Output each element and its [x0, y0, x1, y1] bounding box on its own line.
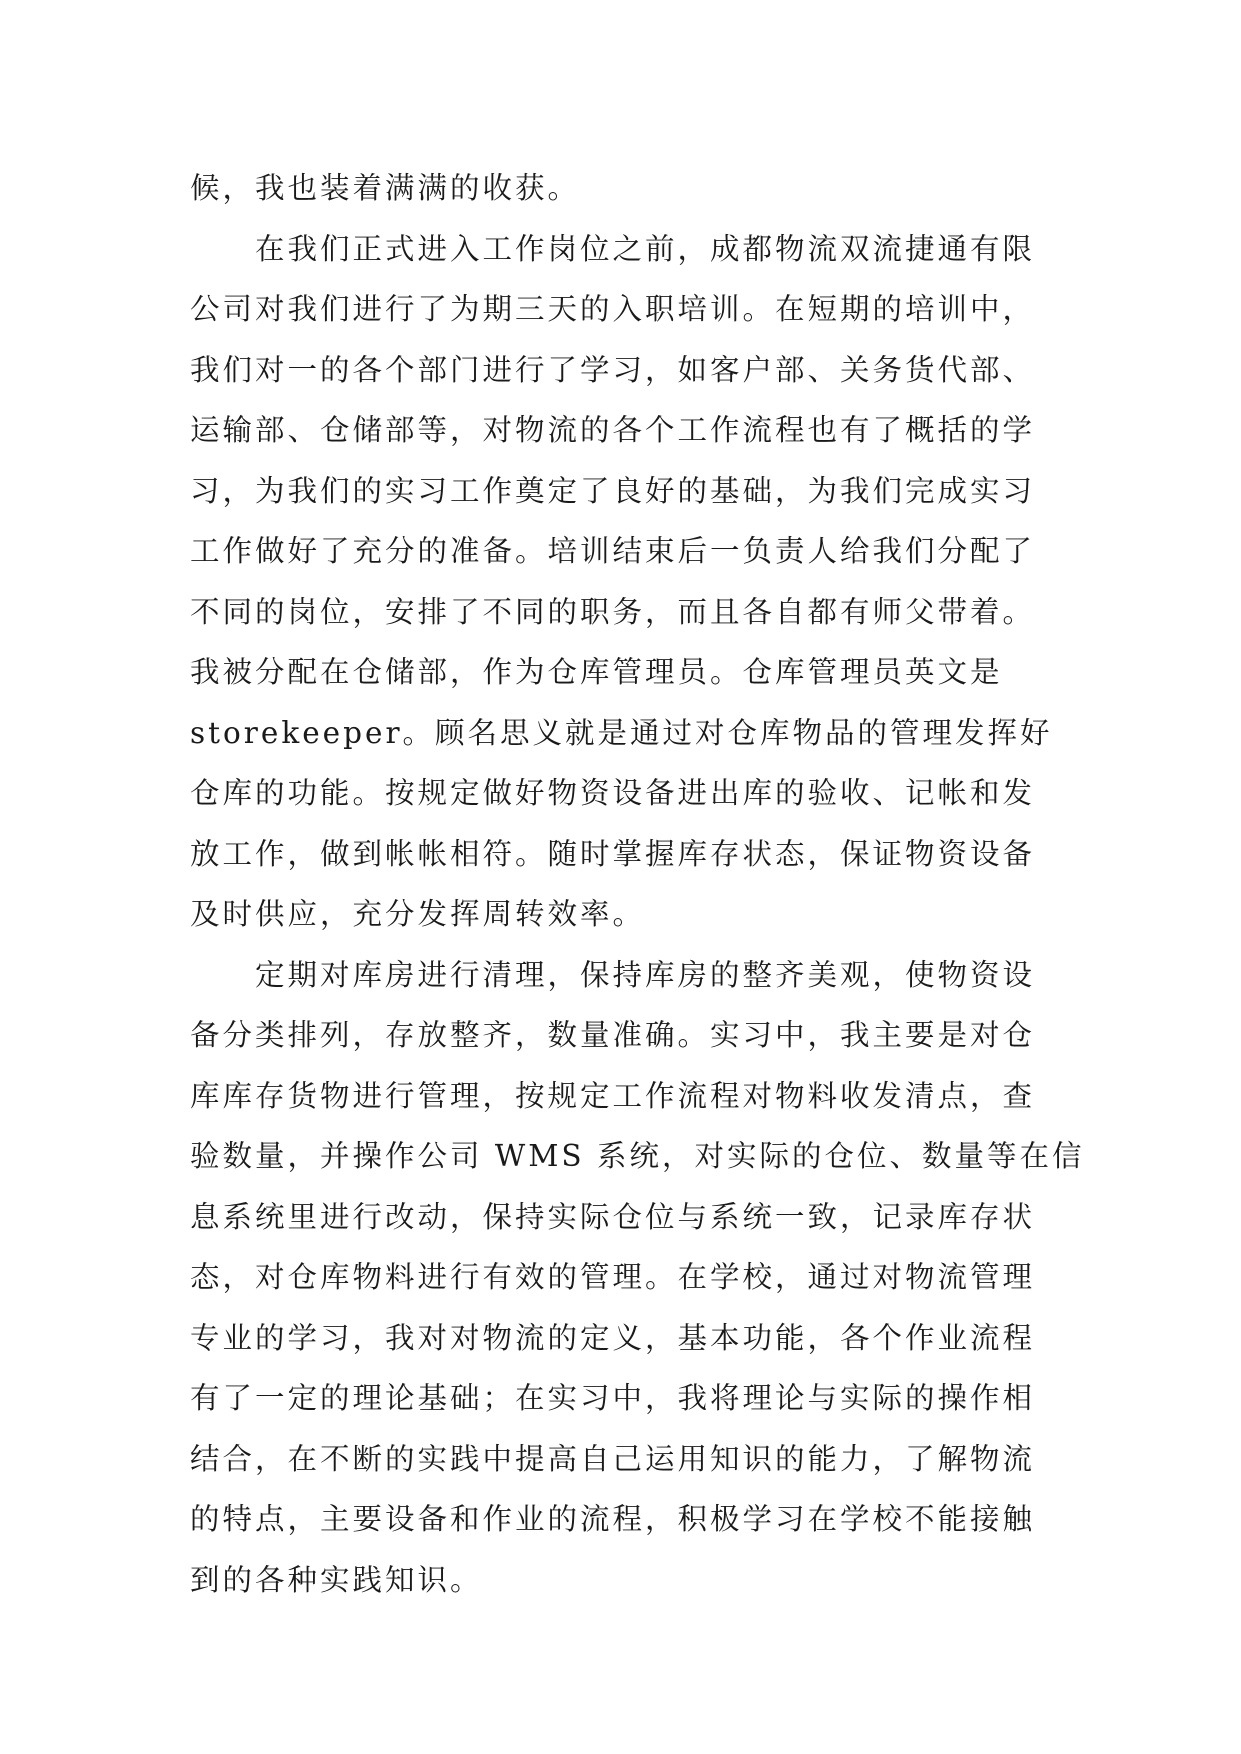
- text-line: 结合，在不断的实践中提高自己运用知识的能力，了解物流: [190, 1441, 1036, 1476]
- text-line: 定期对库房进行清理，保持库房的整齐美观，使物资设: [255, 957, 1036, 992]
- text-line: 公司对我们进行了为期三天的入职培训。在短期的培训中，: [190, 292, 1036, 326]
- text-line: 有了一定的理论基础；在实习中，我将理论与实际的操作相: [190, 1381, 1036, 1415]
- text-line: 放工作，做到帐帐相符。随时掌握库存状态，保证物资设备: [190, 836, 1036, 871]
- text-line: 仓库的功能。按规定做好物资设备进出库的验收、记帐和发: [190, 776, 1036, 810]
- text-line: 态，对仓库物料进行有效的管理。在学校，通过对物流管理: [190, 1260, 1036, 1294]
- text-line: 不同的岗位，安排了不同的职务，而且各自都有师父带着。: [190, 594, 1036, 629]
- text-line: 专业的学习，我对对物流的定义，基本功能，各个作业流程: [190, 1320, 1036, 1355]
- text-line: storekeeper。顾名思义就是通过对仓库物品的管理发挥好: [190, 715, 1053, 750]
- text-line: 的特点，主要设备和作业的流程，积极学习在学校不能接触: [190, 1502, 1036, 1536]
- text-line: 息系统里进行改动，保持实际仓位与系统一致，记录库存状: [190, 1199, 1036, 1234]
- text-line: 到的各种实践知识。: [190, 1562, 483, 1597]
- text-line: 我们对一的各个部门进行了学习，如客户部、关务货代部、: [190, 352, 1036, 387]
- text-line: 候，我也装着满满的收获。: [190, 171, 581, 205]
- text-line: 工作做好了充分的准备。培训结束后一负责人给我们分配了: [190, 534, 1036, 568]
- text-line: 运输部、仓储部等，对物流的各个工作流程也有了概括的学: [190, 413, 1036, 447]
- text-line: 备分类排列，存放整齐，数量准确。实习中，我主要是对仓: [190, 1018, 1036, 1052]
- text-line: 验数量，并操作公司 WMS 系统，对实际的仓位、数量等在信: [190, 1139, 1085, 1173]
- text-line: 在我们正式进入工作岗位之前，成都物流双流捷通有限: [255, 231, 1036, 266]
- text-line: 我被分配在仓储部，作为仓库管理员。仓库管理员英文是: [190, 655, 1003, 689]
- text-line: 库库存货物进行管理，按规定工作流程对物料收发清点，查: [190, 1078, 1036, 1113]
- text-line: 习，为我们的实习工作奠定了良好的基础，为我们完成实习: [190, 473, 1036, 508]
- text-line: 及时供应，充分发挥周转效率。: [190, 897, 646, 931]
- body-text: [190, 158, 1085, 1610]
